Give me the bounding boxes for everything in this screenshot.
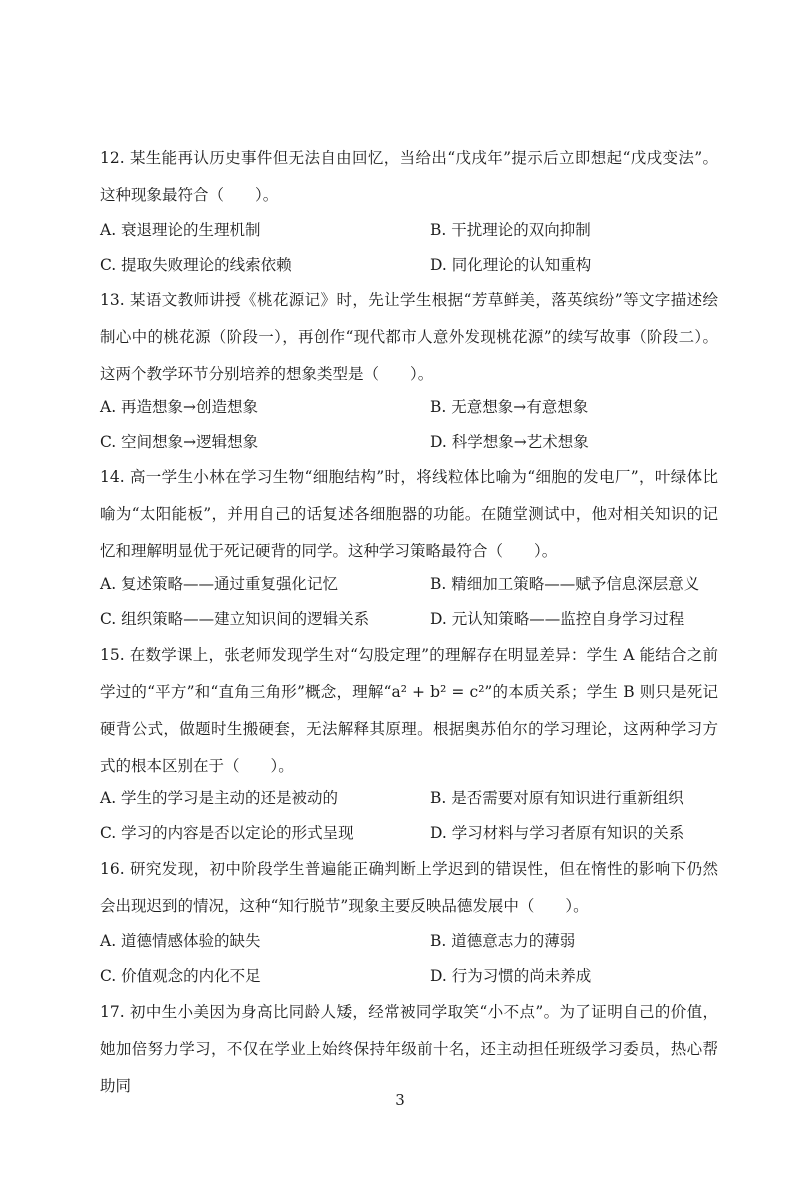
- question-13-option-c: C. 空间想象→逻辑想象: [100, 433, 259, 451]
- question-17-stem: 17. 初中生小美因为身高比同龄人矮，经常被同学取笑“小不点”。为了证明自己的价值，她加倍努力学习，不仅在学业上始终保持年级前十名，还主动担任班级学习委员，热心帮助同: [100, 1003, 718, 1095]
- question-12-option-c: C. 提取失败理论的线索依赖: [100, 256, 292, 274]
- question-16-option-a: A. 道德情感体验的缺失: [100, 932, 261, 950]
- question-13-option-d: D. 科学想象→艺术想象: [430, 433, 589, 451]
- question-15-option-d: D. 学习材料与学习者原有知识的关系: [430, 824, 685, 842]
- question-12-stem: 12. 某生能再认历史事件但无法自由回忆，当给出“戊戌年”提示后立即想起“戊戌变法”。这种现象最符合（ ）。: [100, 149, 718, 204]
- question-14-option-c: C. 组织策略——建立知识间的逻辑关系: [100, 610, 370, 628]
- question-12-option-b: B. 干扰理论的双向抑制: [430, 221, 591, 239]
- question-14-option-d: D. 元认知策略——监控自身学习过程: [430, 610, 685, 628]
- question-16-option-c: C. 价值观念的内化不足: [100, 967, 261, 985]
- question-14-stem: 14. 高一学生小林在学习生物“细胞结构”时，将线粒体比喻为“细胞的发电厂”，叶绿体比喻为“太阳能板”，并用自己的话复述各细胞器的功能。在随堂测试中，他对相关知识的记忆和理解明显优于死记硬背的同学。这种学习策略最符合（ ）。: [100, 468, 718, 560]
- question-13-option-b: B. 无意想象→有意想象: [430, 398, 589, 416]
- page-number: 3: [395, 1091, 405, 1109]
- question-15-option-a: A. 学生的学习是主动的还是被动的: [100, 789, 339, 807]
- question-14-option-b: B. 精细加工策略——赋予信息深层意义: [430, 575, 700, 593]
- question-16-stem: 16. 研究发现，初中阶段学生普遍能正确判断上学迟到的错误性，但在惰性的影响下仍然会出现迟到的情况，这种“知行脱节”现象主要反映品德发展中（ ）。: [100, 860, 718, 915]
- question-12-option-d: D. 同化理论的认知重构: [430, 256, 592, 274]
- question-14-option-a: A. 复述策略——通过重复强化记忆: [100, 575, 339, 593]
- question-15-option-b: B. 是否需要对原有知识进行重新组织: [430, 789, 684, 807]
- question-15-stem: 15. 在数学课上，张老师发现学生对“勾股定理”的理解存在明显差异：学生 A 能结合之前学过的“平方”和“直角三角形”概念，理解“a² + b² = c²”的本质关系；学生 B 则只是死记硬背公式，做题时生搬硬套，无法解释其原理。根据奥苏伯尔的学习理论，这两种学习方式的根本区别在于（ ）。: [100, 646, 718, 775]
- question-13-stem: 13. 某语文教师讲授《桃花源记》时，先让学生根据“芳草鲜美，落英缤纷”等文字描述绘制心中的桃花源（阶段一），再创作“现代都市人意外发现桃花源”的续写故事（阶段二）。这两个教学环节分别培养的想象类型是（ ）。: [100, 291, 718, 383]
- question-13-option-a: A. 再造想象→创造想象: [100, 398, 259, 416]
- question-16-option-d: D. 行为习惯的尚未养成: [430, 967, 592, 985]
- question-12-option-a: A. 衰退理论的生理机制: [100, 221, 261, 239]
- question-16-option-b: B. 道德意志力的薄弱: [430, 932, 576, 950]
- question-15-option-c: C. 学习的内容是否以定论的形式呈现: [100, 824, 354, 842]
